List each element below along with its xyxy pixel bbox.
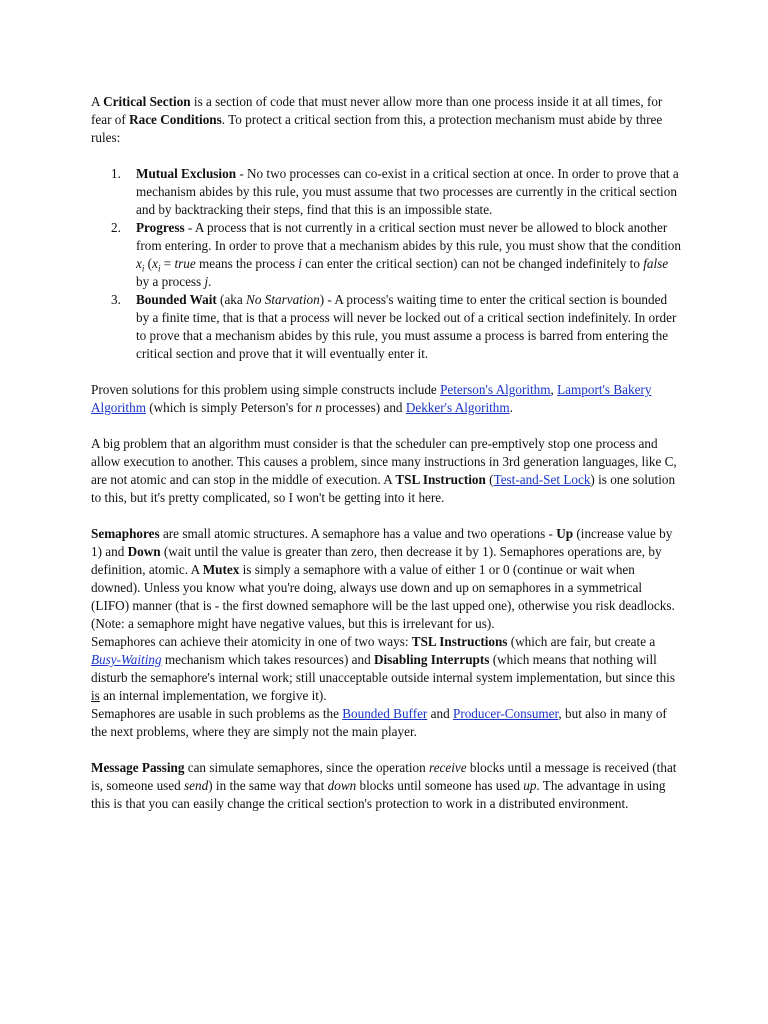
rule-text: - No two processes can co-exist in a critical section at once. In order to prove that a mechanism abides by this rule, you must assume that two processes are currently in the critical section and by backtracking their steps, find that this is an impossible state. <box>136 166 679 217</box>
underlined-is: is <box>91 688 100 703</box>
rule-text: = <box>160 256 175 271</box>
rule-text: . <box>208 274 212 289</box>
semaphores-text: and <box>427 706 453 721</box>
math-i: i <box>298 256 302 271</box>
rule-text: ( <box>144 256 153 271</box>
math-true: true <box>174 256 196 271</box>
term-disabling-interrupts: Disabling Interrupts <box>373 652 490 667</box>
rule-text: can enter the critical section) can not be changed indefinitely to <box>301 256 644 271</box>
term-tsl-instruction: TSL Instruction <box>395 472 486 487</box>
semaphores-text: are small atomic structures. A semaphore has a value and two operations - <box>159 526 557 541</box>
message-text: can simulate semaphores, since the operation <box>184 760 430 775</box>
term-semaphores: Semaphores <box>91 526 160 541</box>
semaphores-text: (which means that nothing will disturb the semaphore's internal work; still unacceptable outside internal system implementation, but since this <box>91 652 675 685</box>
term-receive: receive <box>429 760 467 775</box>
intro-text: is a section of code that must never allow more than one process inside it at all times, for fear of <box>91 94 663 127</box>
math-n: n <box>315 400 322 415</box>
solutions-text: . <box>509 400 513 415</box>
semaphores-text: , but also in many of the next problems, where they are simply not the main player. <box>91 706 667 739</box>
solutions-text: processes) and <box>321 400 406 415</box>
rule-bounded-wait <box>91 291 681 363</box>
solutions-text: Proven solutions for this problem using simple constructs include <box>91 382 441 397</box>
math-x: x <box>136 256 142 271</box>
semaphores-text: (wait until the value is greater than zero, then decrease it by 1). Semaphores operations are, by definition, atomic. A <box>91 544 662 577</box>
intro-text: . To protect a critical section from this, a protection mechanism must abide by three rules: <box>91 112 663 145</box>
math-subscript: i <box>141 263 145 274</box>
rules-list <box>91 165 681 363</box>
intro-text: A <box>91 94 104 109</box>
rule-number: 3. <box>111 292 121 307</box>
term-down-italic: down <box>327 778 357 793</box>
solutions-text: (which is simply Peterson's for <box>145 400 316 415</box>
link-producer-consumer[interactable]: Producer-Consumer <box>452 706 559 721</box>
semaphores-text: (which are fair, but create a <box>507 634 656 649</box>
rule-text: ) - A process's waiting time to enter the critical section is bounded by a finite time, that is that a process will never be locked out of a critical section indefinitely. In order to prove that a mechanism abides by this rule, you must assume a process is barred from entering the critical section and prove that it will eventually enter it. <box>136 292 677 361</box>
math-x: x <box>152 256 158 271</box>
link-busy-waiting-label: Busy-Waiting <box>91 652 162 667</box>
link-lamports-bakery-algorithm[interactable]: Lamport's Bakery Algorithm <box>91 382 652 415</box>
scheduler-text: A big problem that an algorithm must consider is that the scheduler can pre-emptively stop one process and allow execution to another. This causes a problem, since many instructions in 3rd generation languages, like C, are not atomic and can stop in the middle of execution. A <box>91 436 677 487</box>
rule-text: (aka <box>216 292 247 307</box>
link-busy-waiting[interactable] <box>91 652 162 667</box>
rule-mutual-exclusion <box>91 165 681 219</box>
scheduler-text: ) is one solution to this, but it's pretty complicated, so I won't be getting into it here. <box>91 472 676 505</box>
scheduler-text: ( <box>485 472 494 487</box>
message-text: blocks until a message is received (that is, someone used <box>91 760 677 793</box>
link-petersons-algorithm[interactable]: Peterson's Algorithm <box>440 382 551 397</box>
intro-paragraph <box>91 93 681 147</box>
term-race-conditions: Race Conditions <box>129 112 222 127</box>
term-critical-section: Critical Section <box>103 94 191 109</box>
semaphores-text: (increase value by 1) and <box>91 526 673 559</box>
rule-title: Bounded Wait <box>136 292 217 307</box>
semaphores-paragraph-2 <box>91 633 681 705</box>
term-down: Down <box>127 544 161 559</box>
document-body <box>91 93 681 813</box>
semaphores-text: mechanism which takes resources) and <box>161 652 374 667</box>
term-tsl-instructions: TSL Instructions <box>411 634 508 649</box>
rule-text: by a process <box>136 274 205 289</box>
semaphores-text: Semaphores are usable in such problems as the <box>91 706 343 721</box>
message-text: ) in the same way that <box>208 778 328 793</box>
math-false: false <box>643 256 669 271</box>
rule-progress <box>91 219 681 291</box>
link-test-and-set-lock[interactable]: Test-and-Set Lock <box>493 472 591 487</box>
term-up: Up <box>556 526 574 541</box>
rule-text: - A process that is not currently in a critical section must never be allowed to block another from entering. In order to prove that a mechanism abides by this rule, you must show that the condition <box>136 220 681 253</box>
term-up-italic: up <box>523 778 537 793</box>
rule-title: Mutual Exclusion <box>136 166 237 181</box>
semaphores-paragraph-1 <box>91 525 681 633</box>
message-text: blocks until someone has used <box>356 778 524 793</box>
semaphores-text: is simply a semaphore with a value of either 1 or 0 (continue or wait when downed). Unless you know what you're doing, always use down and up on semaphores in a symmetrical (LIFO) manner (that is - the first downed semaphore will be the last upped one), otherwise you risk deadlocks. (Note: a semaphore might have negative values, but this is irrelevant for us). <box>91 562 675 631</box>
solutions-text: , <box>550 382 558 397</box>
semaphores-text: an internal implementation, we forgive it). <box>99 688 327 703</box>
link-dekkers-algorithm[interactable]: Dekker's Algorithm <box>405 400 510 415</box>
math-j: j <box>204 274 209 289</box>
rule-title: Progress <box>136 220 185 235</box>
rule-number: 2. <box>111 220 121 235</box>
solutions-paragraph <box>91 381 681 417</box>
message-text: . The advantage in using this is that you can easily change the critical section's protection to work in a distributed environment. <box>91 778 666 811</box>
term-mutex: Mutex <box>202 562 240 577</box>
rule-number: 1. <box>111 166 121 181</box>
semaphores-paragraph-3 <box>91 705 681 741</box>
rule-aka: No Starvation <box>246 292 320 307</box>
rule-text: means the process <box>195 256 299 271</box>
math-subscript: i <box>157 263 161 274</box>
term-message-passing: Message Passing <box>91 760 185 775</box>
term-send: send <box>184 778 209 793</box>
scheduler-paragraph <box>91 435 681 507</box>
link-bounded-buffer[interactable]: Bounded Buffer <box>342 706 428 721</box>
semaphores-text: Semaphores can achieve their atomicity in one of two ways: <box>91 634 412 649</box>
message-passing-paragraph <box>91 759 681 813</box>
